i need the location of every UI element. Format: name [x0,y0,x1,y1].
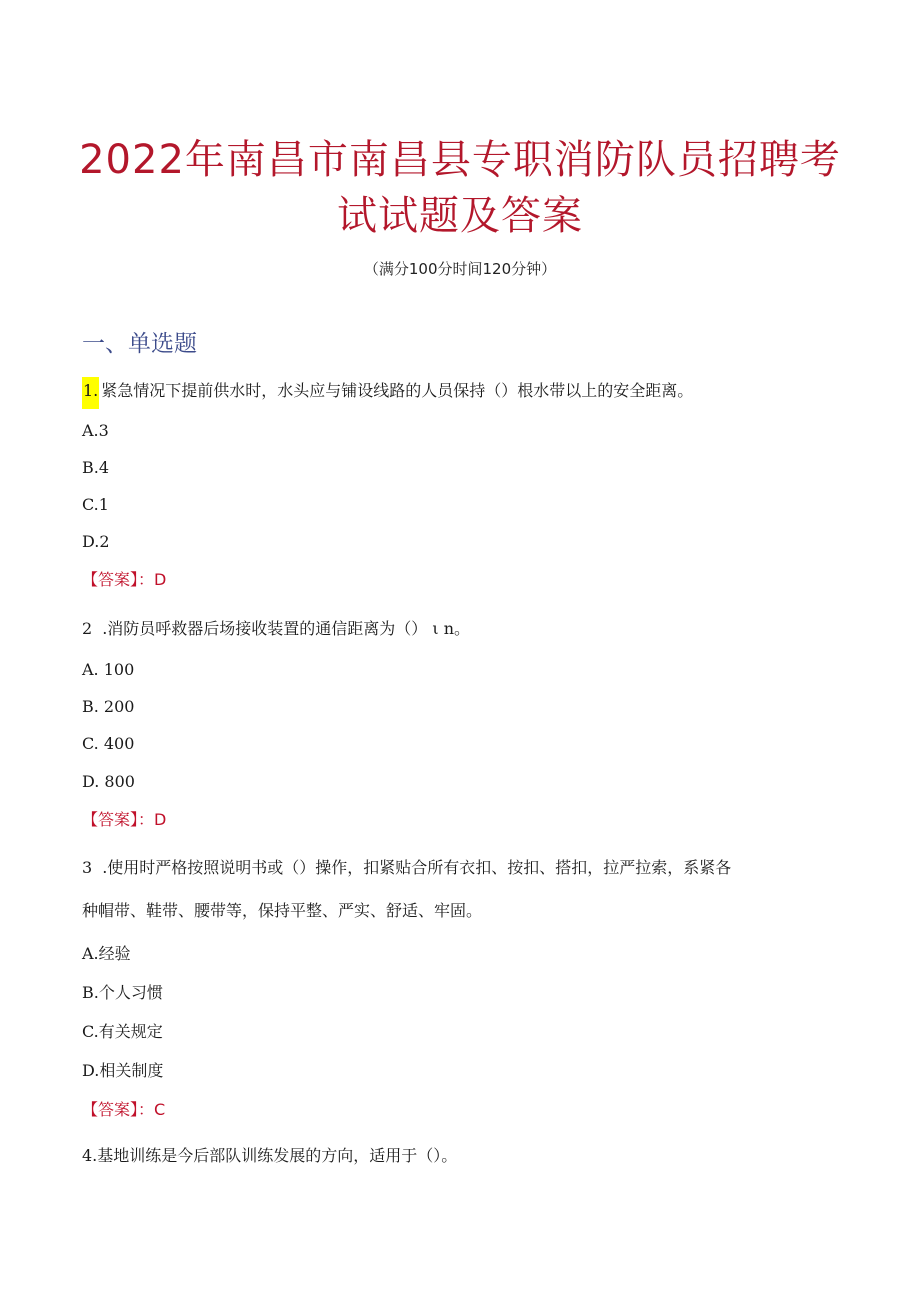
option-c: C.1 [82,495,109,514]
question-text: 基地训练是今后部队训练发展的方向，适用于（）。 [97,1146,458,1165]
question-text-line-1: .使用时严格按照说明书或（）操作，扣紧贴合所有衣扣、按扣、搭扣，拉严拉索，系紧各 [102,858,732,877]
option-a: A. 100 [82,660,135,679]
exam-info: （满分100分时间120分钟） [363,260,557,278]
question-text: .消防员呼救器后场接收装置的通信距离为（） ι n。 [102,619,471,638]
section-heading: 一、单选题 [82,331,197,357]
answer: 【答案】：D [82,810,167,829]
question-3 [82,856,731,880]
question-number: 3 [82,858,93,877]
option-d: D.2 [82,532,110,551]
question-text: 紧急情况下提前供水时，水头应与铺设线路的人员保持（）根水带以上的安全距离。 [101,381,694,400]
document-title-line-2: 试试题及答案 [337,193,583,239]
option-b: B. 200 [82,697,135,716]
option-c: C.有关规定 [82,1022,163,1041]
question-4 [82,1144,457,1168]
question-3-continued: 种帽带、鞋带、腰带等，保持平整、严实、舒适、牢固。 [82,901,483,920]
question-2 [82,617,470,641]
question-number-highlight: 1. [82,377,99,409]
document-title-line-1: 2022年南昌市南昌县专职消防队员招聘考 [79,137,841,183]
option-c: C. 400 [82,734,135,753]
option-b: B.个人习惯 [82,983,163,1002]
answer: 【答案】：D [82,570,167,589]
option-d: D. 800 [82,772,135,791]
question-number: 2 [82,619,93,638]
question-number: 4. [82,1146,98,1165]
option-a: A.3 [82,421,109,440]
option-d: D.相关制度 [82,1061,164,1080]
option-b: B.4 [82,458,110,477]
answer: 【答案】：C [82,1100,166,1119]
question-1 [82,377,693,409]
option-a: A.经验 [82,944,131,963]
